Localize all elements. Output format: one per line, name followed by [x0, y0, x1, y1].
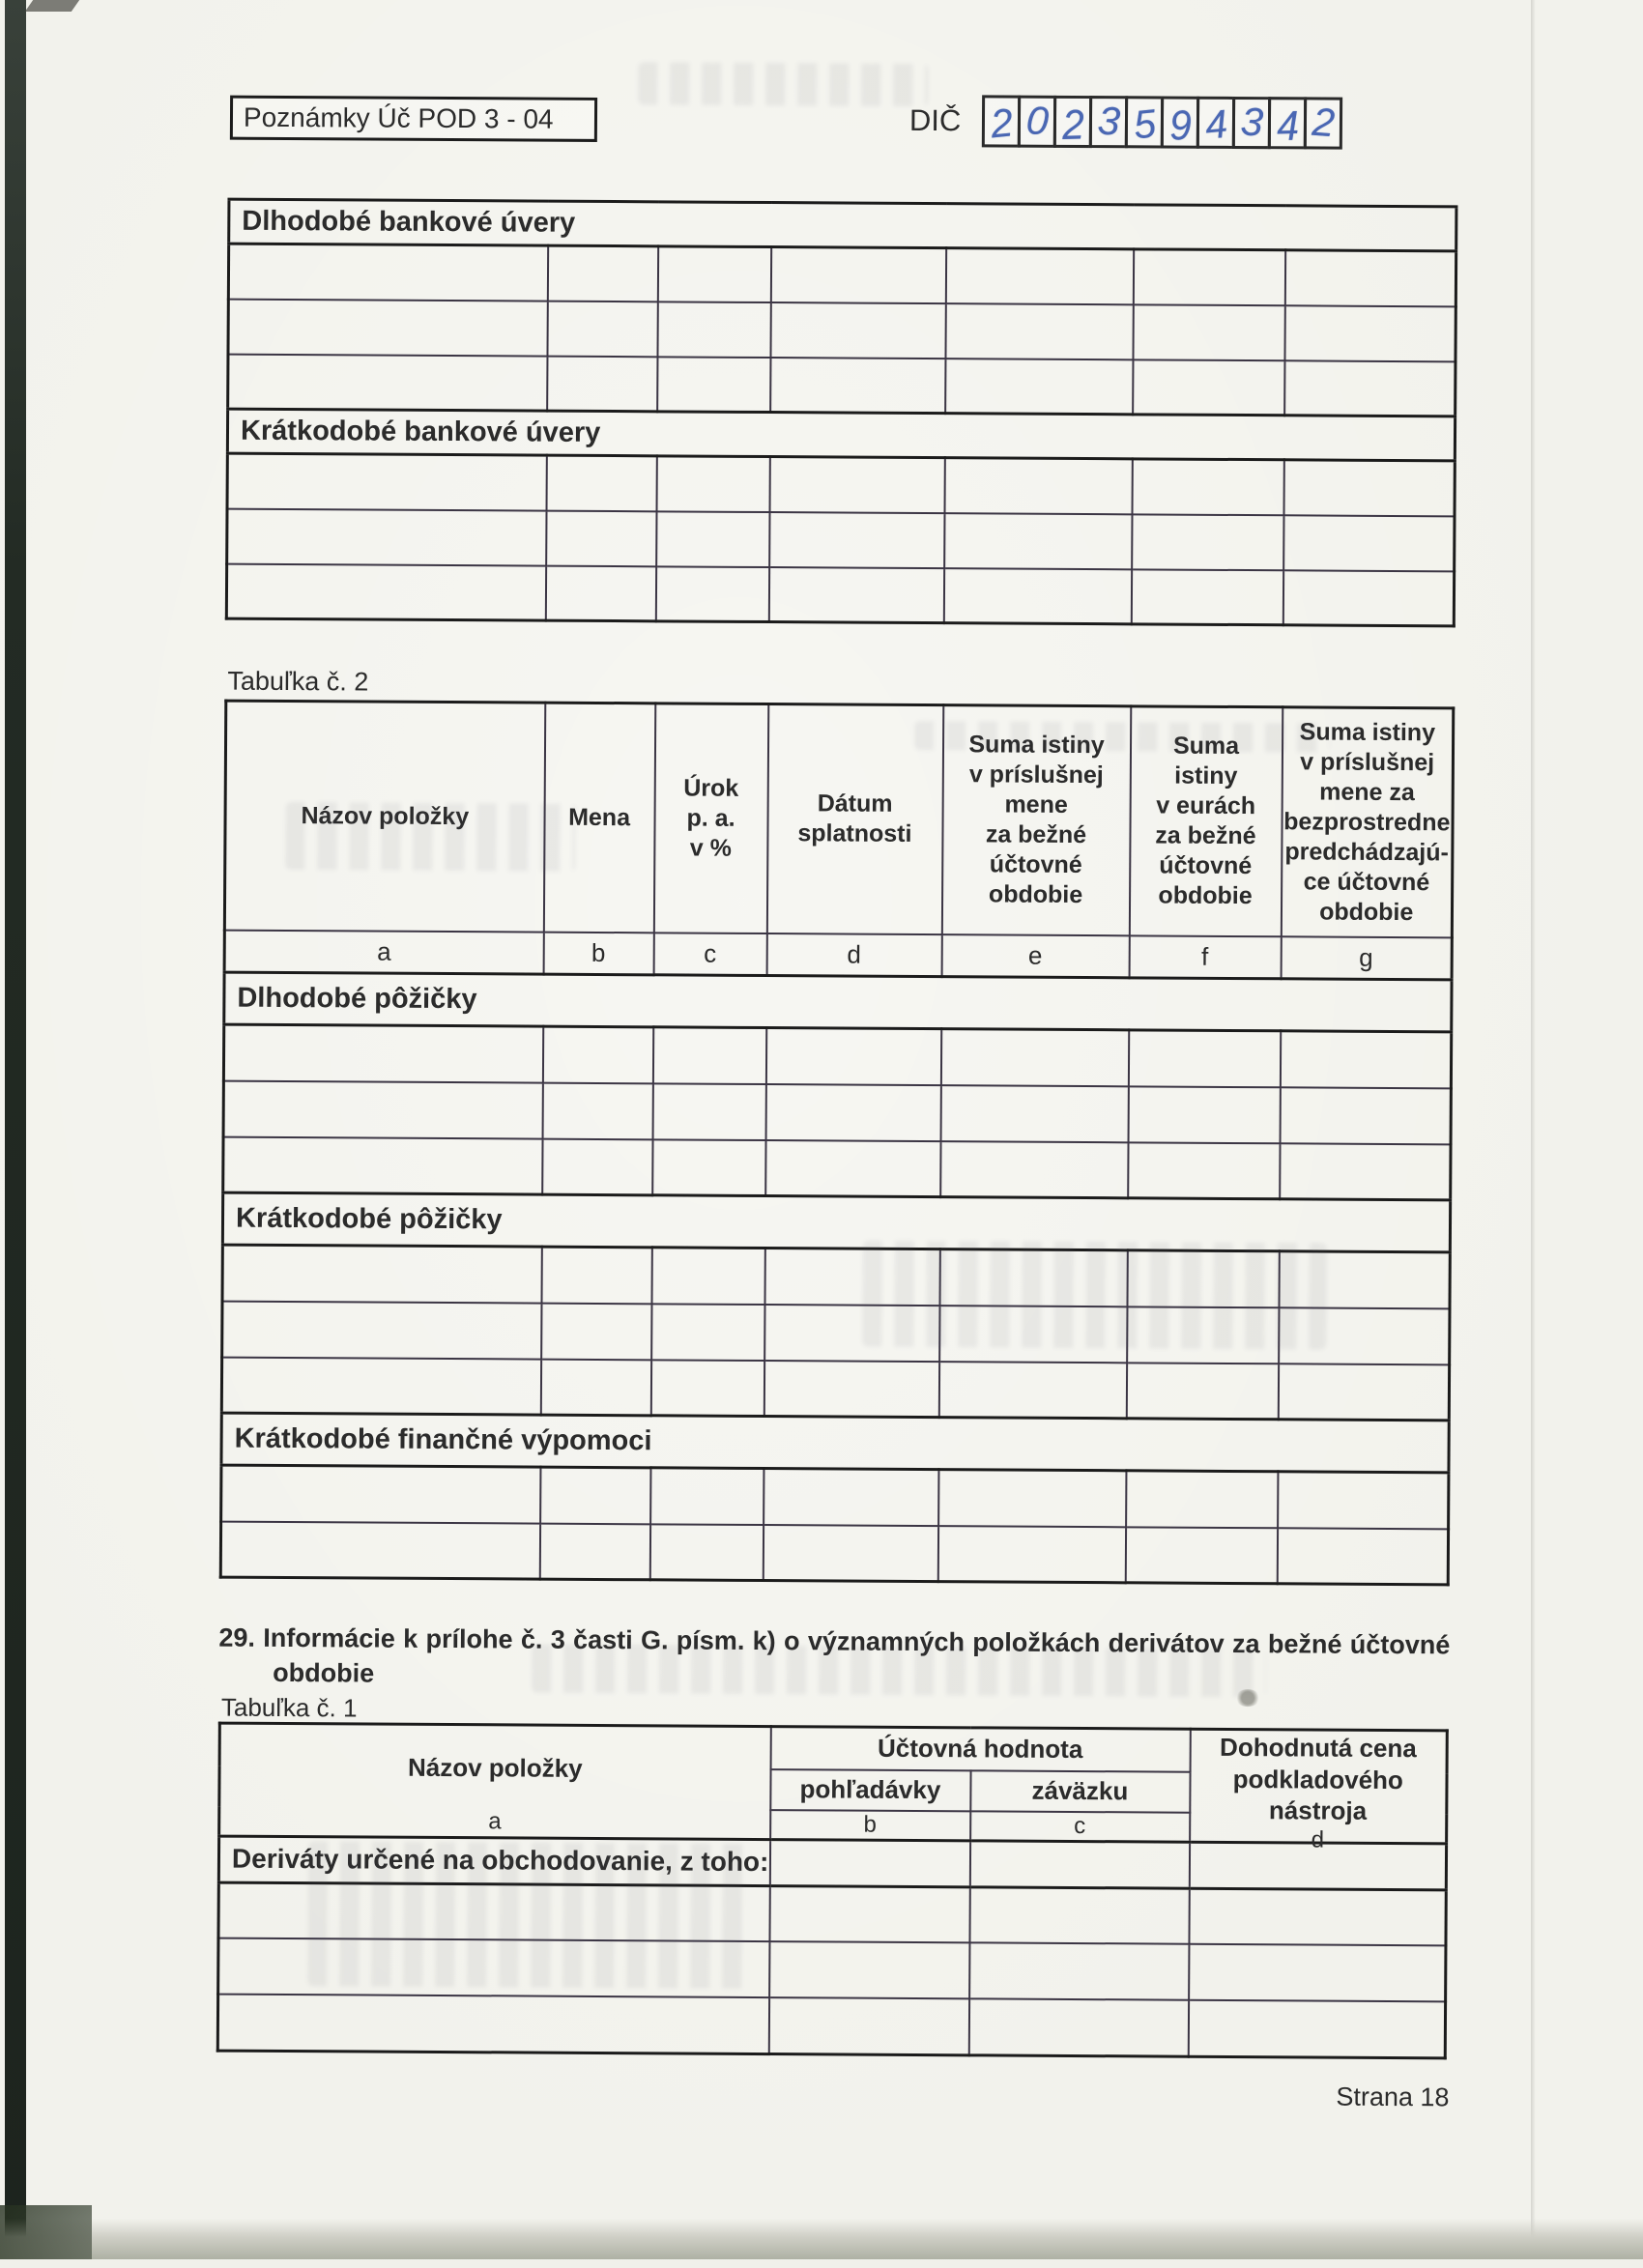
empty-cell [1280, 1031, 1451, 1088]
empty-cell [1284, 305, 1456, 361]
empty-cell [1283, 460, 1455, 516]
empty-row [223, 1080, 1451, 1144]
empty-cell [1132, 514, 1283, 570]
empty-cell [940, 1085, 1128, 1142]
column-letter-b: b [770, 1810, 970, 1841]
empty-cell [546, 455, 656, 511]
empty-cell [656, 456, 769, 512]
empty-cell [226, 563, 545, 620]
empty-cell [227, 453, 546, 510]
section-title-kratkodobe-pozicky: Krátkodobé pôžičky [222, 1192, 1450, 1252]
empty-cell [769, 1839, 969, 1886]
handwritten-digit: 4 [1203, 100, 1229, 148]
section-row [229, 199, 1456, 251]
empty-cell [764, 1361, 938, 1418]
empty-cell [769, 512, 944, 568]
empty-cell [228, 299, 547, 356]
empty-cell [944, 513, 1132, 569]
handwritten-digit: 3 [1239, 99, 1264, 146]
empty-cell [768, 567, 943, 623]
empty-row [227, 453, 1455, 516]
group-header-uctovna-hodnota: Účtovná hodnota [770, 1727, 1190, 1772]
column-letter-c: c [653, 933, 766, 976]
empty-cell [764, 1469, 938, 1526]
empty-cell [1189, 1888, 1446, 1946]
empty-cell [1128, 1142, 1280, 1199]
empty-cell [1280, 1087, 1451, 1144]
empty-row [228, 299, 1456, 361]
section-title-dlhodobe-bankove-uvery: Dlhodobé bankové úvery [229, 199, 1456, 251]
empty-cell [651, 1248, 764, 1305]
empty-cell [539, 1523, 649, 1580]
empty-cell [1131, 569, 1283, 625]
empty-cell [545, 565, 655, 621]
empty-cell [223, 1024, 542, 1082]
column-header-e: Suma istiny v príslušnej mene za bežné účtovné obdobie [941, 705, 1130, 935]
bank-loans-table [225, 198, 1458, 628]
empty-cell [1128, 1030, 1280, 1087]
empty-cell [770, 302, 945, 359]
dic-digit-box [1018, 96, 1056, 148]
scan-edge-left [5, 0, 26, 2259]
empty-row [217, 1995, 1445, 2058]
empty-cell [969, 1886, 1189, 1943]
header-row [219, 1723, 1447, 1773]
column-header-c: záväzku [970, 1770, 1190, 1812]
empty-cell [657, 357, 770, 413]
section-title-derivaty: Deriváty určené na obchodovanie, z toho: [218, 1836, 769, 1885]
scan-edge-mark [25, 0, 79, 12]
empty-cell [763, 1525, 937, 1582]
bleed-through-smudge [862, 1241, 1327, 1350]
scan-corner-shadow [0, 2205, 92, 2259]
dic-digit-box [1196, 97, 1235, 149]
ink-speck [1235, 1689, 1260, 1707]
dic-digit-box [1268, 97, 1307, 149]
column-letter-d: d [1312, 1826, 1325, 1852]
empty-cell [1278, 1364, 1449, 1421]
section-title-kratkodobe-financne-vypomoci: Krátkodobé finančné výpomoci [221, 1413, 1449, 1473]
bleed-through-smudge [307, 1841, 753, 1989]
empty-cell [547, 356, 657, 412]
column-header-b: pohľadávky [770, 1769, 970, 1811]
empty-row [227, 508, 1455, 571]
handwritten-digit: 0 [1024, 97, 1050, 144]
empty-cell [652, 1083, 765, 1140]
empty-cell [547, 301, 657, 357]
dic-label: DIČ [909, 103, 962, 138]
handwritten-digit: 2 [1061, 100, 1084, 149]
note-29-line1: 29. Informácie k prílohe č. 3 časti G. písm. k) o významných položkách derivátov za bežné účtovné [218, 1622, 1450, 1663]
empty-cell [223, 1080, 542, 1138]
empty-cell [546, 510, 656, 566]
section-row [224, 972, 1452, 1032]
empty-cell [541, 1303, 651, 1360]
column-letter-g: g [1281, 936, 1452, 980]
column-letter-e: e [941, 934, 1129, 978]
empty-cell [1188, 2000, 1445, 2058]
column-letter-c: c [970, 1811, 1190, 1842]
empty-cell [1133, 359, 1284, 416]
column-letter-d: d [766, 933, 941, 977]
empty-cell [938, 1470, 1126, 1527]
bleed-through-smudge [285, 802, 575, 872]
empty-cell [542, 1082, 652, 1139]
section-title-dlhodobe-pozicky: Dlhodobé pôžičky [224, 972, 1452, 1032]
column-header-b: Mena [543, 703, 654, 933]
page-edge-shadow [1496, 0, 1643, 2259]
handwritten-digit: 3 [1096, 98, 1121, 145]
column-header-a: Názov položky [224, 701, 544, 932]
empty-cell [542, 1026, 652, 1083]
empty-row [221, 1465, 1449, 1529]
empty-cell [944, 458, 1132, 514]
handwritten-digit: 4 [1276, 101, 1299, 150]
empty-cell [1128, 1086, 1280, 1143]
column-letter-a: a [224, 930, 543, 974]
empty-cell [1132, 459, 1283, 515]
empty-cell [657, 246, 770, 302]
empty-cell [765, 1084, 940, 1141]
empty-cell [655, 566, 768, 622]
empty-cell [1277, 1528, 1448, 1585]
dic-digit-box [982, 95, 1021, 147]
handwritten-digit: 2 [989, 100, 1015, 147]
table2-caption: Tabuľka č. 2 [227, 667, 368, 698]
empty-cell [1125, 1527, 1277, 1584]
empty-cell [649, 1524, 763, 1581]
section-row [227, 409, 1455, 461]
table1-caption: Tabuľka č. 1 [221, 1693, 358, 1724]
empty-cell [937, 1526, 1125, 1583]
dic-digit-box [1232, 97, 1271, 149]
empty-cell [652, 1027, 765, 1084]
scan-edge-bottom [0, 2219, 1643, 2259]
empty-cell [656, 511, 769, 567]
section-row [221, 1413, 1449, 1473]
empty-cell [651, 1304, 764, 1361]
empty-cell [969, 1840, 1189, 1887]
dic-digit-box [1304, 97, 1342, 149]
empty-cell [1126, 1471, 1278, 1528]
bleed-through-smudge [914, 721, 1330, 753]
empty-cell [542, 1138, 652, 1195]
dic-digit-box [1053, 96, 1092, 148]
dic-digit-box [1161, 97, 1199, 149]
empty-cell [221, 1465, 540, 1523]
column-header-a: Názov položky [408, 1752, 583, 1785]
empty-cell [227, 508, 546, 565]
empty-cell [222, 1301, 541, 1359]
empty-cell [1284, 360, 1456, 416]
empty-cell [547, 245, 657, 301]
section-title-kratkodobe-bankove-uvery: Krátkodobé bankové úvery [227, 409, 1455, 461]
empty-cell [969, 1942, 1189, 1999]
bleed-through-smudge [638, 62, 928, 106]
column-header-g: Suma istiny v príslušnej mene za bezprostredne predchádzajú- ce účtovné obdobie [1281, 707, 1453, 937]
empty-cell [769, 1941, 969, 1998]
empty-cell [940, 1141, 1128, 1198]
empty-cell [945, 303, 1133, 359]
empty-cell [1133, 249, 1284, 305]
empty-cell [1278, 1472, 1449, 1529]
empty-cell [769, 1885, 969, 1942]
column-letter-a: a [488, 1809, 502, 1835]
empty-cell [217, 1995, 768, 2053]
column-header-d-cell [1190, 1729, 1448, 1843]
empty-row [226, 563, 1454, 626]
dic-digit-box [1089, 96, 1128, 148]
empty-cell [1280, 1143, 1451, 1200]
empty-cell [1189, 1944, 1446, 2002]
column-letters-row [224, 930, 1452, 980]
empty-cell [940, 1029, 1128, 1086]
empty-cell [770, 247, 945, 303]
empty-row [223, 1024, 1451, 1088]
empty-cell [1283, 570, 1454, 626]
column-letter-f: f [1129, 935, 1281, 979]
empty-cell [228, 244, 547, 301]
empty-row [228, 354, 1456, 416]
empty-cell [221, 1357, 540, 1415]
column-header-f: Suma istiny v eurách za bežné účtovné obdobie [1129, 706, 1282, 936]
empty-cell [769, 457, 944, 513]
empty-cell [943, 568, 1131, 624]
empty-cell [770, 358, 945, 414]
dic-digit-boxes [982, 95, 1342, 149]
empty-cell [652, 1139, 765, 1196]
column-header-d: Dátum splatnosti [766, 704, 942, 934]
empty-cell [768, 1997, 968, 2054]
empty-cell [228, 354, 547, 411]
column-header-c: Úrok p. a. v % [653, 703, 767, 933]
empty-cell [765, 1028, 940, 1085]
form-title-box [230, 96, 597, 142]
handwritten-digit: 9 [1168, 101, 1192, 150]
empty-row [223, 1136, 1451, 1200]
empty-cell [657, 301, 770, 358]
empty-cell [1284, 250, 1456, 306]
empty-cell [541, 1247, 651, 1304]
empty-cell [540, 1467, 650, 1524]
empty-cell [1126, 1363, 1278, 1420]
empty-cell [650, 1468, 764, 1525]
dic-digit-box [1125, 96, 1164, 148]
empty-cell [945, 248, 1133, 304]
empty-cell [540, 1359, 650, 1416]
column-header-d: Dohodnutá cena podkladového nástroja [1191, 1732, 1446, 1827]
empty-row [220, 1521, 1448, 1585]
handwritten-digit: 2 [1311, 99, 1336, 146]
page-crease [1531, 0, 1536, 2259]
form-title: Poznámky Úč POD 3 - 04 [244, 102, 554, 134]
empty-cell [1283, 515, 1455, 571]
empty-cell [945, 359, 1133, 415]
empty-cell [765, 1140, 940, 1197]
empty-cell [650, 1360, 764, 1417]
page-number: Strana 18 [1225, 2081, 1449, 2112]
empty-cell [1133, 304, 1284, 360]
empty-row [221, 1357, 1449, 1421]
empty-cell [220, 1521, 539, 1579]
empty-row [228, 244, 1456, 306]
bleed-through-smudge [532, 1645, 1266, 1698]
empty-cell [222, 1245, 541, 1303]
empty-cell [223, 1136, 542, 1194]
handwritten-digit: 5 [1132, 100, 1158, 148]
empty-cell [968, 1998, 1188, 2055]
column-header-a-cell [219, 1723, 771, 1839]
note-29-line2: obdobie [218, 1655, 1450, 1697]
column-letter-b: b [543, 932, 653, 975]
empty-cell [938, 1362, 1126, 1419]
